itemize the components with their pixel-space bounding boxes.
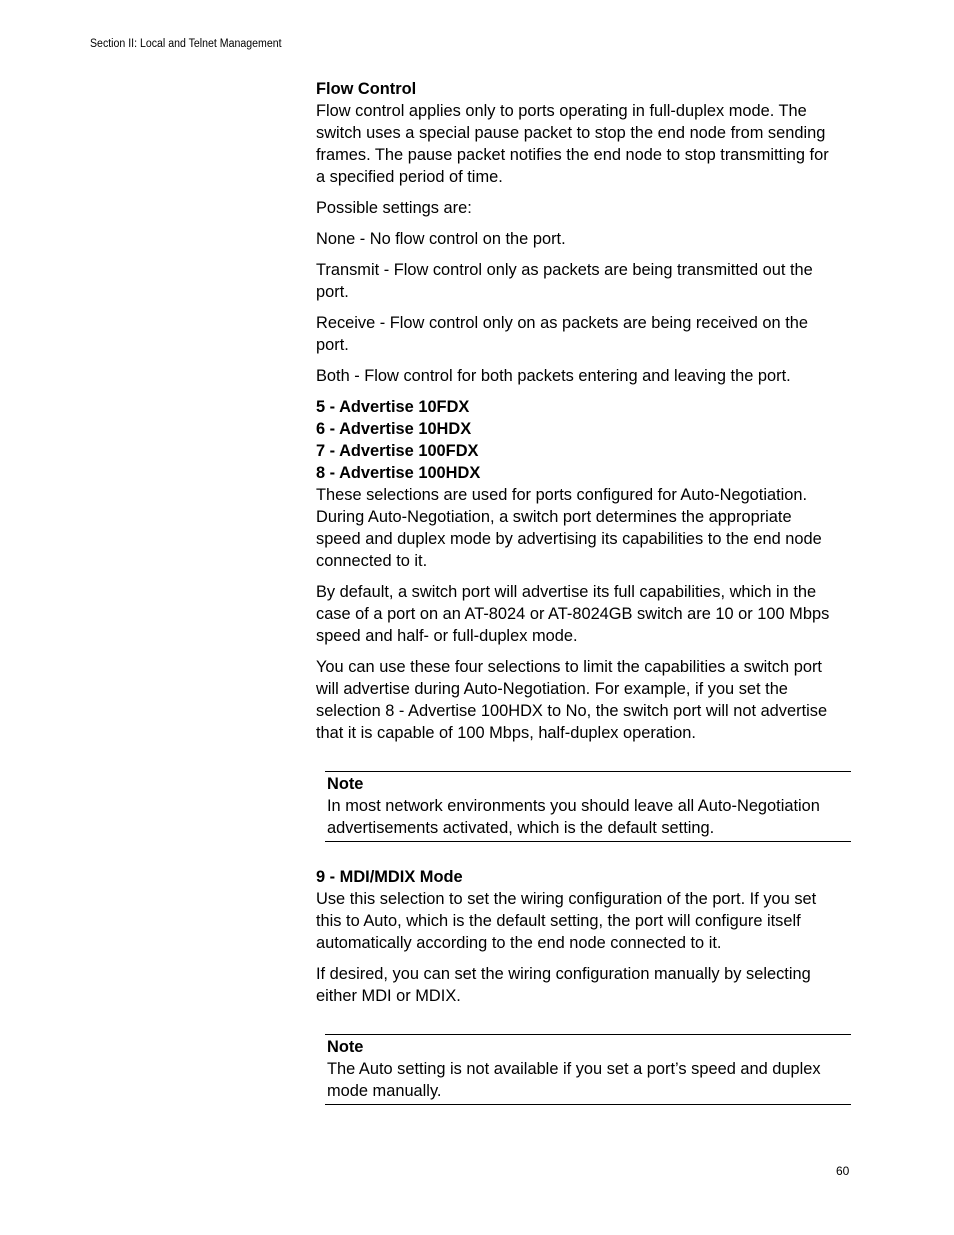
running-header: Section II: Local and Telnet Management — [90, 38, 282, 50]
flow-control-receive: Receive - Flow control only on as packets are being received on the port. — [316, 314, 808, 354]
note-text: The Auto setting is not available if you set a port’s speed and duplex mode manually. — [327, 1060, 821, 1100]
note-text: In most network environments you should leave all Auto-Negotiation advertisements activated, which is the default setting. — [327, 797, 820, 837]
mdi-paragraph-2: If desired, you can set the wiring configuration manually by selecting either MDI or MDIX. — [316, 965, 811, 1005]
flow-control-heading: Flow Control — [316, 80, 417, 98]
advertise-paragraph-2: By default, a switch port will advertise its full capabilities, which in the case of a port on an AT-8024 or AT-8024GB switch are 10 or 100 Mbps speed and half- or full-duplex mode. — [316, 583, 830, 645]
advertise-paragraph-1: These selections are used for ports configured for Auto-Negotiation. During Auto-Negotiation, a switch port determines the appropriate speed and duplex mode by advertising its capabilities to the end node connected to it. — [316, 486, 822, 570]
mdi-mdix-heading: 9 - MDI/MDIX Mode — [316, 868, 463, 886]
advertise-10hdx-heading: 6 - Advertise 10HDX — [316, 420, 472, 438]
advertise-100fdx-heading: 7 - Advertise 100FDX — [316, 442, 479, 460]
advertise-paragraph-3: You can use these four selections to limit the capabilities a switch port will advertise during Auto-Negotiation. For example, if you set the selection 8 - Advertise 100HDX to No, the switch port will not advertise that it is capable of 100 Mbps, half-duplex operation. — [316, 658, 828, 742]
flow-control-intro: Flow control applies only to ports operating in full-duplex mode. The switch uses a special pause packet to stop the end node from sending frames. The pause packet notifies the end node to stop transmitting for a specified period of time. — [316, 102, 829, 186]
flow-control-transmit: Transmit - Flow control only as packets are being transmitted out the port. — [316, 261, 813, 301]
note-title: Note — [327, 775, 364, 793]
flow-control-possible: Possible settings are: — [316, 199, 472, 217]
advertise-100hdx-heading: 8 - Advertise 100HDX — [316, 464, 481, 482]
page-number: 60 — [836, 1164, 850, 1178]
note-box-auto-negotiation — [325, 771, 851, 842]
advertise-10fdx-heading: 5 - Advertise 10FDX — [316, 398, 470, 416]
note-title: Note — [327, 1038, 364, 1056]
mdi-paragraph-1: Use this selection to set the wiring configuration of the port. If you set this to Auto, which is the default setting, the port will configure itself automatically according to the end node connected to it. — [316, 890, 817, 952]
flow-control-none: None - No flow control on the port. — [316, 230, 566, 248]
note-box-auto-setting — [325, 1034, 851, 1105]
main-content — [316, 78, 836, 1105]
flow-control-both: Both - Flow control for both packets entering and leaving the port. — [316, 367, 791, 385]
